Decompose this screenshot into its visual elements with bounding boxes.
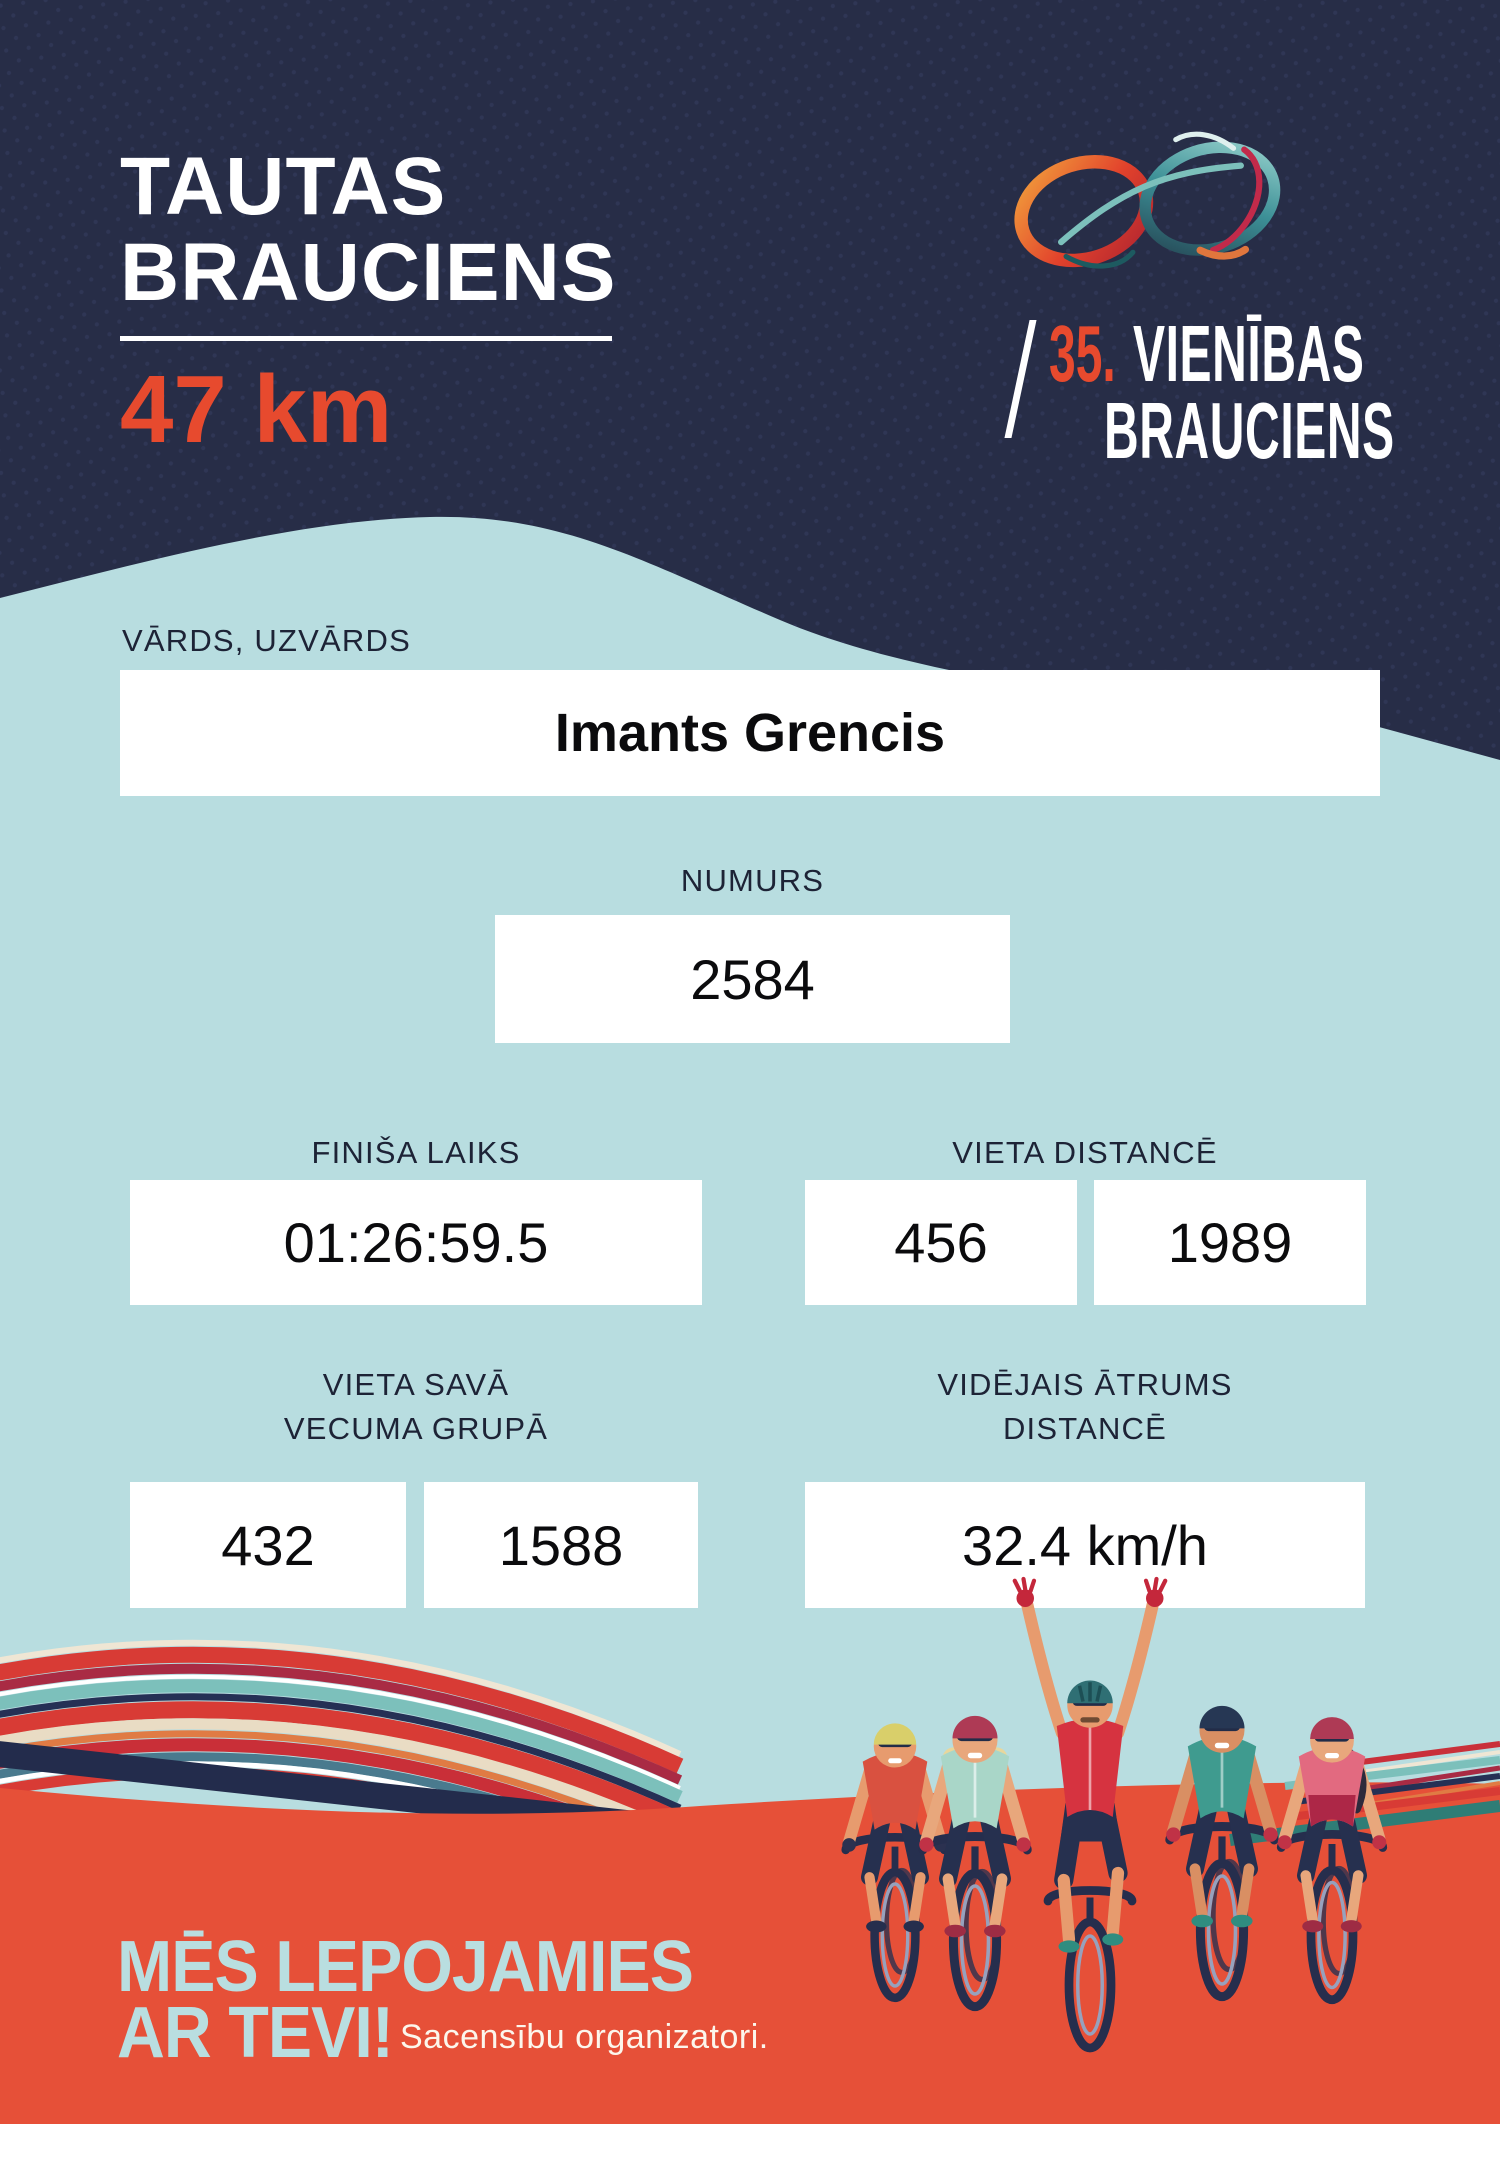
cyclist-teal-man [1166,1706,1278,1997]
name-value-box: Imants Grencis [120,670,1380,796]
number-label: NUMURS [680,863,825,898]
cyclist-pink-woman [1278,1717,1387,2000]
avg-speed-value-box: 32.4 km/h [805,1482,1365,1608]
age-group-place-box: 432 [130,1482,406,1608]
age-group-total-box: 1588 [424,1482,698,1608]
event-title-line2: BRAUCIENS [120,227,617,318]
slogan-line2: AR TEVI! [117,1993,394,2073]
avg-speed-label-line2: DISTANCĒ [1002,1411,1168,1446]
title-divider [120,336,612,341]
cyclist-winner [1015,1579,1166,2048]
slogan-line1: MĒS LEPOJAMIES [117,1927,694,2007]
name-label: VĀRDS, UZVĀRDS [122,623,411,658]
age-group-label-line1: VIETA SAVĀ [322,1367,510,1402]
avg-speed-label-line1: VIDĒJAIS ĀTRUMS [937,1367,1233,1402]
organizers-signature: Sacensību organizatori. [400,2018,769,2056]
logo-slash [1004,320,1036,438]
place-distance-total-box: 1989 [1094,1180,1366,1305]
logo-name-line2: BRAUCIENS [1104,386,1395,475]
infinity-logo-icon [997,108,1307,308]
number-value-box: 2584 [495,915,1010,1043]
finish-time-value-box: 01:26:59.5 [130,1180,702,1305]
place-distance-place-box: 456 [805,1180,1077,1305]
age-group-label-line2: VECUMA GRUPĀ [283,1411,549,1446]
logo-name-line1: VIENĪBAS [1133,309,1365,398]
event-title-line1: TAUTAS [120,141,447,232]
logo-edition: 35. [1049,309,1116,398]
event-logo [985,108,1415,475]
finish-time-label: FINIŠA LAIKS [311,1135,521,1170]
place-distance-label: VIETA DISTANCĒ [952,1135,1218,1170]
cyclist-orange [842,1723,947,1998]
cyclist-teal-woman [919,1716,1031,2007]
cyclists-illustration [760,1540,1500,2160]
distance-label: 47 km [120,356,393,463]
